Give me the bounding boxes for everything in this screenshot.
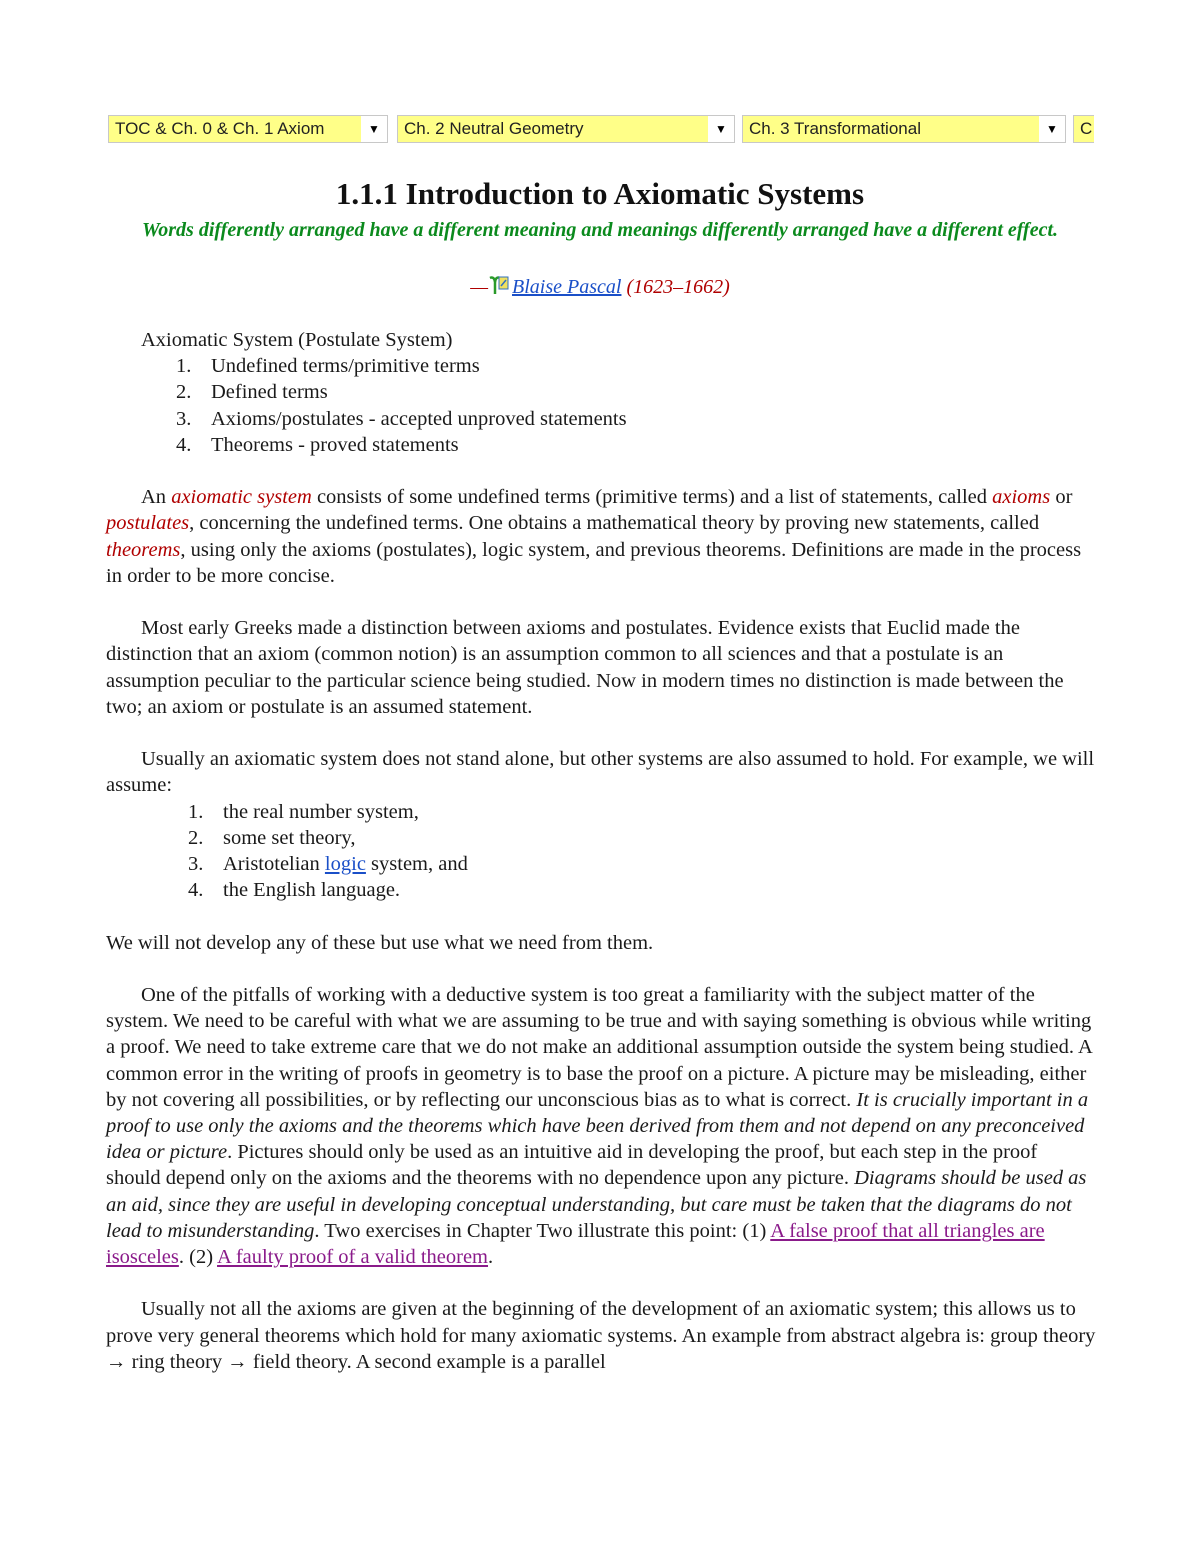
paragraph-general-theorems: Usually not all the axioms are given at the beginning of the development of an axiomatic system; this allows us to prove very general theorems which hold for many axiomatic systems. An example from abstract algebra is: group theory → ring theory → field theory. A second example is a parallel (106, 1298, 1096, 1373)
list-item-number: 3. (176, 407, 192, 430)
text-run: . (2) (178, 1246, 218, 1269)
list-item (106, 877, 1096, 903)
paragraph-definition (106, 484, 1096, 589)
text-run: , using only the axioms (postulates), logic system, and previous theorems. Definitions are made in the process in order to be more concise. (106, 538, 1082, 587)
list-item-number: 2. (188, 826, 204, 849)
list-item-number: 3. (188, 853, 204, 876)
text-run: One of the pitfalls of working with a deductive system is too great a familiarity with the subject matter of the system. We need to be careful with what we are assuming to be true and with saying something is obvious while writing a proof. We need to take extreme care that we do not make an additional assumption outside the system being studied. A common error in the writing of proofs in geometry is to base the proof on a picture. A picture may be misleading, either by not covering all possibilities, or by reflecting our unconscious bias as to what is correct. (106, 984, 1092, 1111)
list-item-text: Undefined terms/primitive terms (211, 355, 480, 378)
text-run: An (141, 486, 172, 509)
emphasis-diagrams: Diagrams should be used as an aid, since they are useful in developing conceptual understanding, but care must be taken that the diagrams do not lead to misunderstanding (106, 1167, 1087, 1242)
epigraph-quote: Words differently arranged have a different meaning and meanings differently arranged have a different effect. (141, 219, 1059, 241)
paragraph-not-develop: We will not develop any of these but use what we need from them. (106, 931, 654, 954)
list-item-number: 4. (176, 433, 192, 456)
list-item-text: the English language. (223, 879, 401, 902)
select-chapter-3-label: Ch. 3 Transformational (749, 119, 921, 138)
chapter-nav-bar (108, 115, 1094, 145)
list-item-text: system, and (365, 853, 468, 876)
chevron-down-icon[interactable]: ▼ (1039, 116, 1065, 142)
select-toc-chapter-label: TOC & Ch. 0 & Ch. 1 Axiom (115, 119, 325, 138)
term-theorems: theorems (106, 538, 181, 561)
list-item (106, 825, 1096, 851)
text-run: , concerning the undefined terms. One obtains a mathematical theory by proving new statements, called (189, 512, 1040, 535)
assumed-systems-list (106, 799, 1096, 904)
false-proof-link[interactable]: A false proof that all triangles are isosceles (106, 1219, 1045, 1269)
select-chapter-2[interactable] (397, 115, 735, 143)
author-years: (1623–1662) (626, 276, 730, 298)
term-postulates: postulates (106, 512, 190, 535)
system-components-list (106, 353, 1096, 458)
text-run: consists of some undefined terms (primitive terms) and a list of statements, called (311, 486, 993, 509)
faulty-proof-link[interactable]: A faulty proof of a valid theorem (217, 1246, 489, 1269)
text-run: or (1050, 486, 1073, 509)
author-link[interactable]: Blaise Pascal (512, 276, 622, 298)
list-item-text: Axioms/postulates - accepted unproved statements (211, 407, 627, 430)
list-item (106, 851, 1096, 877)
text-run: . Two exercises in Chapter Two illustrate this point: (1) (314, 1219, 771, 1242)
logic-link[interactable]: logic (324, 853, 366, 876)
list-item (106, 379, 1096, 405)
term-axiomatic-system: axiomatic system (171, 486, 312, 509)
page-title: 1.1.1 Introduction to Axiomatic Systems (335, 176, 865, 211)
select-chapter-4-label: C (1080, 119, 1093, 138)
list-item-text: Theorems - proved statements (211, 433, 459, 456)
quote-attribution (0, 274, 1200, 300)
paragraph-assumed-systems: Usually an axiomatic system does not stand alone, but other systems are also assumed to hold. For example, we will assume: (106, 748, 1095, 797)
term-axioms: axioms (992, 486, 1051, 509)
list-item (106, 353, 1096, 379)
text-run: . (488, 1246, 494, 1269)
list-item (106, 799, 1096, 825)
list-item-text: Aristotelian (223, 853, 325, 876)
select-chapter-2-label: Ch. 2 Neutral Geometry (404, 119, 584, 138)
list-item (106, 406, 1096, 432)
paragraph-greeks: Most early Greeks made a distinction between axioms and postulates. Evidence exists that Euclid made the distinction that an axiom (common notion) is an assumption common to all sciences and that a postulate is an assumption peculiar to the particular science being studied. Now in modern times no distinction is made between the two; an axiom or postulate is an assumed statement. (106, 617, 1064, 718)
paragraph-pitfalls (106, 982, 1096, 1270)
list-item-number: 1. (176, 355, 192, 378)
attribution-dash: — (470, 276, 489, 298)
list-item-text: Defined terms (211, 381, 328, 404)
system-heading: Axiomatic System (Postulate System) (141, 329, 453, 351)
text-run: . Pictures should only be used as an intuitive aid in developing the proof, but each step in the proof should depend only on the axioms and the theorems with no dependence upon any picture. (106, 1141, 1038, 1190)
list-item-number: 2. (176, 381, 192, 404)
select-chapter-3[interactable] (742, 115, 1066, 143)
list-item-number: 1. (188, 800, 204, 823)
list-item-text: the real number system, (223, 800, 419, 823)
biography-link-icon[interactable] (488, 274, 512, 296)
emphasis-axioms-only: It is crucially important in a proof to use only the axioms and the theorems which have been derived from them and not depend on any preconceived idea or picture (106, 1088, 1089, 1164)
select-toc-chapter[interactable] (108, 115, 388, 143)
list-item (106, 432, 1096, 458)
article-body (106, 327, 1096, 1375)
chevron-down-icon[interactable]: ▼ (361, 116, 387, 142)
list-item-text: some set theory, (223, 826, 356, 849)
select-chapter-4[interactable] (1073, 115, 1094, 143)
list-item-number: 4. (188, 879, 204, 902)
chevron-down-icon[interactable]: ▼ (708, 116, 734, 142)
